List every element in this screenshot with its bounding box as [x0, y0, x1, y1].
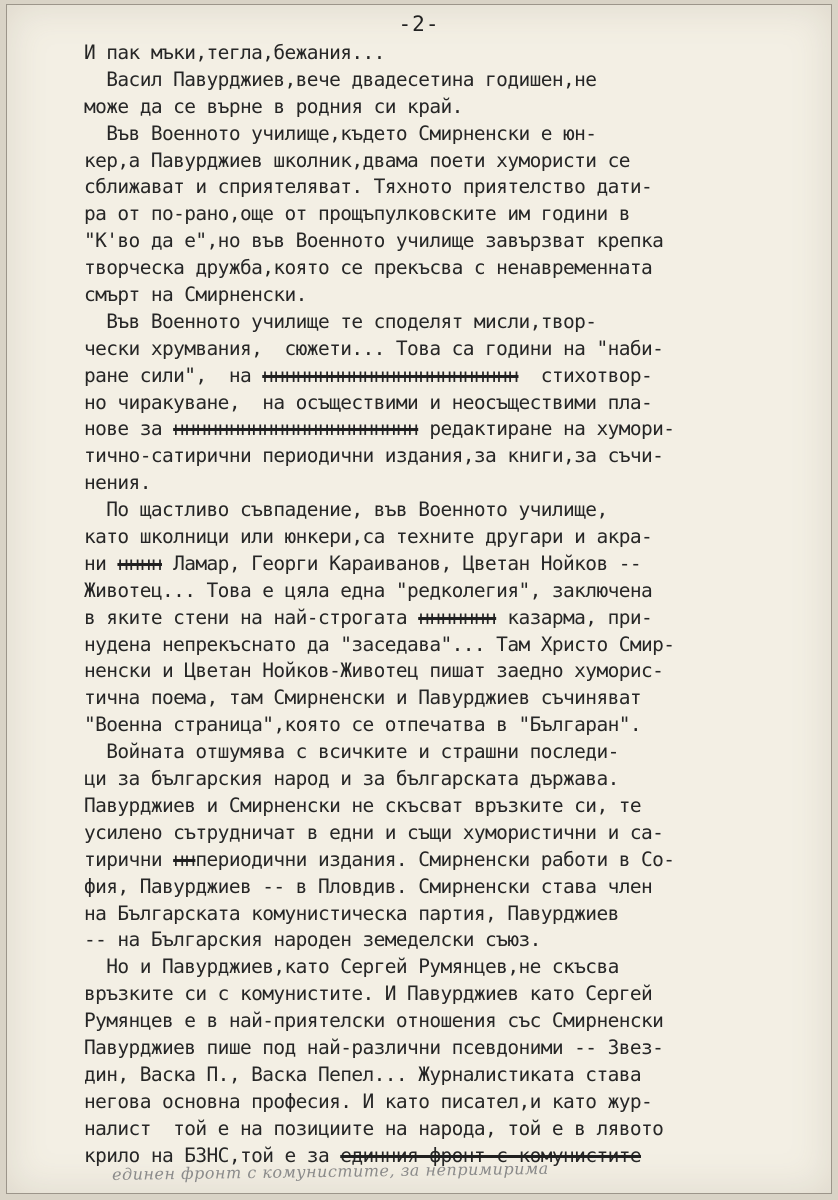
line-text: чески хрумвания, сюжети... Това са години на "наби-: [84, 336, 664, 360]
line-text: в яките стени на най-строгата: [84, 605, 419, 629]
line-text: налист той е на позициите на народа, той е в лявото: [84, 1116, 664, 1140]
line-text: нения.: [84, 471, 151, 495]
line-text: ра от по-рано,още от прощъпулковските им години в: [84, 202, 630, 226]
line-text: дин, Васка П., Васка Пепел... Журналистиката става: [84, 1062, 641, 1086]
line-text: усилено сътрудничат в едни и същи хумористични и са-: [84, 820, 664, 844]
text-line: [84, 1062, 824, 1089]
text-line: [84, 497, 824, 524]
text-line: [84, 443, 824, 470]
line-text: "Военна страница",която се отпечатва в "Българан".: [84, 713, 641, 737]
text-line: [84, 551, 824, 578]
text-line: [84, 121, 824, 148]
text-line: [84, 524, 824, 551]
line-text: крило на БЗНС,той е за: [84, 1143, 341, 1167]
text-line: [84, 148, 824, 175]
line-text: смърт на Смирненски.: [84, 283, 307, 307]
text-line: [84, 390, 824, 417]
line-text: Във Военното училище те споделят мисли,твор-: [84, 309, 597, 333]
text-line: [84, 874, 824, 901]
line-text: И пак мъки,тегла,бежания...: [84, 41, 385, 64]
line-text: връзките си с комунистите. И Павурджиев като Сергей: [84, 982, 653, 1006]
text-line: [84, 632, 824, 659]
text-line: [84, 470, 824, 497]
struck-out-text: нннн: [117, 551, 162, 575]
text-line: [84, 739, 824, 766]
text-line: [84, 954, 824, 981]
struck-out-text: ннннннн: [418, 605, 497, 629]
line-text: нове за: [84, 417, 174, 441]
line-text: Войната отшумява с всичките и страшни последи-: [84, 740, 619, 764]
struck-out-text: ннннннннннннннннннннннн: [262, 363, 519, 387]
line-text: тирични: [84, 847, 174, 871]
line-text: ни: [84, 551, 118, 575]
line-text: Павурджиев пише под най-различни псевдоними -- Звез-: [84, 1035, 664, 1059]
text-line: [84, 201, 824, 228]
text-line: [84, 1116, 824, 1143]
line-text-continued: периодични издания. Смирненски работи в Со-: [195, 847, 675, 871]
line-text: Павурджиев и Смирненски не скъсват връзките си, те: [84, 793, 641, 817]
text-line: [84, 820, 824, 847]
line-text: като школници или юнкери,са техните другари и акра-: [84, 525, 653, 549]
typed-body-text: [84, 40, 824, 1169]
line-text: сближават и сприятеляват. Тяхното приятелство дати-: [84, 175, 653, 199]
line-text: може да се върне в родния си край.: [84, 94, 463, 118]
line-text: "К'во да е",но във Военното училище завързват крепка: [84, 229, 664, 253]
text-line: [84, 67, 824, 94]
text-line: [84, 336, 824, 363]
line-text: Но и Павурджиев,като Сергей Румянцев,не скъсва: [84, 955, 619, 979]
text-line: [84, 793, 824, 820]
line-text-continued: редактиране на хумори-: [418, 417, 675, 441]
line-text: Във Военното училище,където Смирненски е юн-: [84, 121, 597, 145]
text-line: [84, 1089, 824, 1116]
text-line: [84, 685, 824, 712]
line-text: тично-сатирични периодични издания,за книги,за съчи-: [84, 444, 664, 468]
text-line: [84, 927, 824, 954]
text-line: [84, 578, 824, 605]
line-text: но чиракуване, на осъществими и неосъществими пла-: [84, 390, 653, 414]
line-text: кер,а Павурджиев школник,двама поети хумористи се: [84, 148, 630, 172]
line-text: ци за българския народ и за българската държава.: [84, 767, 619, 791]
text-line: [84, 605, 824, 632]
struck-out-text: единния фронт с комунистите: [340, 1143, 642, 1167]
text-line: [84, 766, 824, 793]
line-text: тична поема, там Смирненски и Павурджиев съчиняват: [84, 686, 641, 710]
line-text: Васил Павурджиев,вече двадесетина годишен,не: [84, 67, 597, 91]
text-line: [84, 363, 824, 390]
line-text-continued: Ламар, Георги Караиванов, Цветан Нойков --: [161, 551, 642, 575]
text-line: [84, 174, 824, 201]
text-line: [84, 847, 824, 874]
text-line: [84, 40, 824, 67]
line-text: ненски и Цветан Нойков-Животец пишат заедно хуморис-: [84, 659, 664, 683]
handwritten-annotation: единен фронт с комунистите, за непримирима: [111, 1158, 549, 1184]
line-text: ране сили", на: [84, 363, 263, 387]
text-line: [84, 712, 824, 739]
text-line: [84, 1035, 824, 1062]
text-line: [84, 981, 824, 1008]
page-number: -2-: [398, 12, 440, 36]
struck-out-text: нннннннннннннннннннннн: [173, 417, 419, 441]
text-line: [84, 282, 824, 309]
text-line: [84, 658, 824, 685]
text-line: [84, 94, 824, 121]
line-text: нудена непрекъснато да "заседава"... Там Христо Смир-: [84, 632, 675, 656]
line-text: Животец... Това е цяла една "редколегия", заключена: [84, 578, 653, 602]
text-line: [84, 1008, 824, 1035]
line-text: По щастливо съвпадение, във Военното училище,: [84, 498, 608, 522]
text-line: [84, 228, 824, 255]
line-text: Румянцев е в най-приятелски отношения със Смирненски: [84, 1009, 664, 1033]
struck-out-text: нн: [173, 847, 196, 871]
line-text-continued: стихотвор-: [518, 363, 653, 387]
line-text: на Българската комунистическа партия, Павурджиев: [84, 901, 619, 925]
text-line: [84, 416, 824, 443]
text-line: [84, 901, 824, 928]
line-text: -- на Българския народен земеделски съюз.: [84, 928, 541, 952]
text-line: [84, 255, 824, 282]
line-text: негова основна професия. И като писател,и като жур-: [84, 1089, 653, 1113]
line-text-continued: казарма, при-: [496, 605, 653, 629]
line-text: фия, Павурджиев -- в Пловдив. Смирненски става член: [84, 874, 653, 898]
line-text: творческа дружба,която се прекъсва с ненавременната: [84, 256, 653, 280]
text-line: [84, 309, 824, 336]
